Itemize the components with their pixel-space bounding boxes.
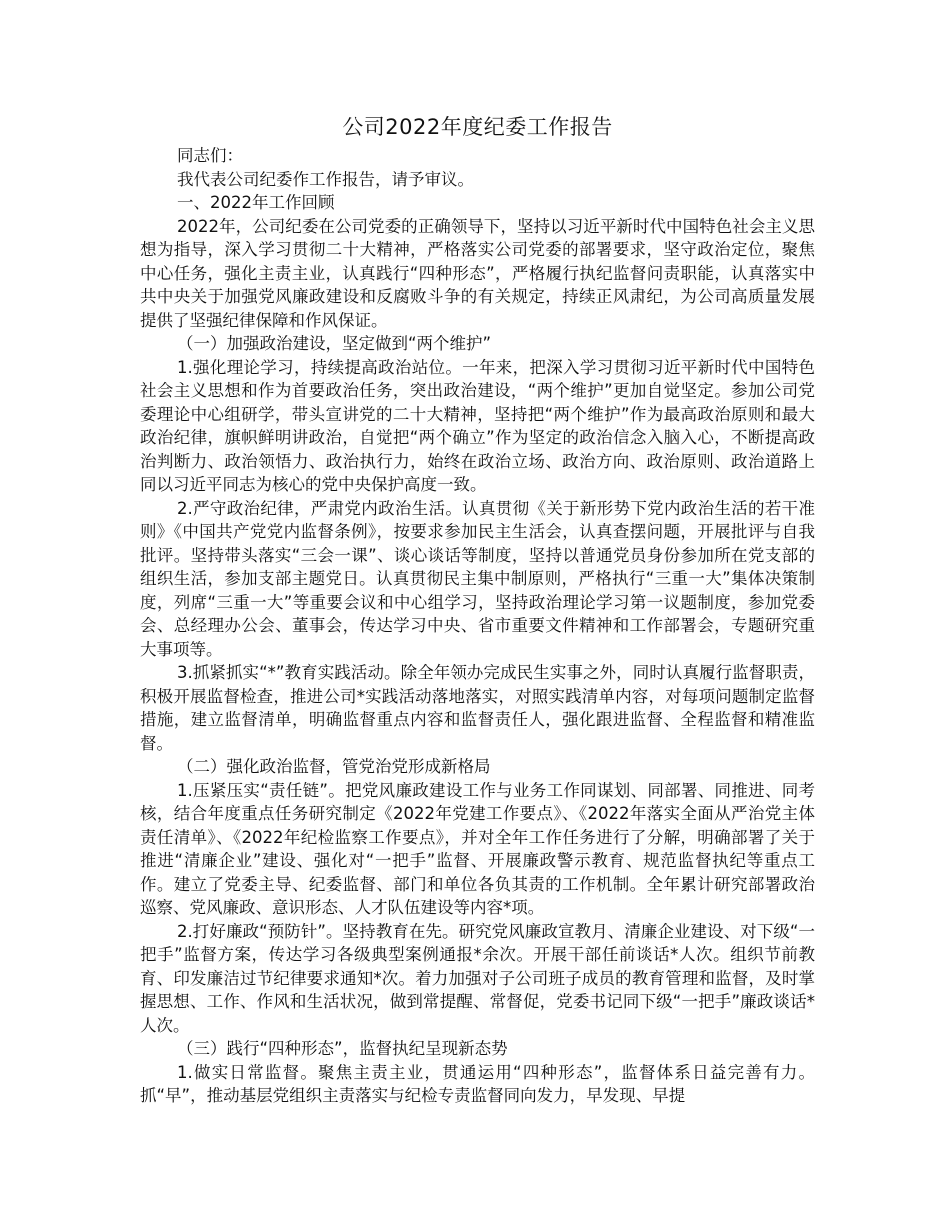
paragraph-political-discipline: 2.严守政治纪律，严肃党内政治生活。认真贯彻《关于新形势下党内政治生活的若干准则》《中国共产党党内监督条例》，按要求参加民主生活会，认真查摆问题，开展批评与自我批评。坚持带头落实“三会一课”、谈心谈话等制度，坚持以普通党员身份参加所在党支部的组织生活，参加支部主题党日。认真贯彻民主集中制原则，严格执行“三重一大”集体决策制度，列席“三重一大”等重要会议和中心组学习，坚持政治理论学习第一议题制度，参加党委会、总经理办公会、董事会，传达学习中央、省市重要文件精神和工作部署会，专题研究重大事项等。 bbox=[140, 498, 815, 659]
section-review-paragraph: 2022年，公司纪委在公司党委的正确领导下，坚持以习近平新时代中国特色社会主义思想为指导，深入学习贯彻二十大精神，严格落实公司党委的部署要求，坚守政治定位，聚焦中心任务，强化主责主业，认真践行“四种形态”，严格履行执纪监督问责职能，认真落实中共中央关于加强党风廉政建设和反腐败斗争的有关规定，持续正风肃纪，为公司高质量发展提供了坚强纪律保障和作风保证。 bbox=[140, 216, 815, 330]
document-page bbox=[140, 112, 815, 1108]
paragraph-prevention: 2.打好廉政“预防针”。坚持教育在先。研究党风廉政宣教月、清廉企业建设、对下级“一把手”监督方案，传达学习各级典型案例通报*余次。开展干部任前谈话*人次。组织节前教育、印发廉洁过节纪律要求通知*次。着力加强对子公司班子成员的教育管理和监督，及时掌握思想、工作、作风和生活状况，做到常提醒、常督促，党委书记同下级“一把手”廉政谈话*人次。 bbox=[140, 921, 815, 1035]
paragraph-responsibility-chain: 1.压紧压实“责任链”。把党风廉政建设工作与业务工作同谋划、同部署、同推进、同考核，结合年度重点任务研究制定《2022年党建工作要点》、《2022年落实全面从严治党主体责任清单》、《2022年纪检监察工作要点》，并对全年工作任务进行了分解，明确部署了关于推进“清廉企业”建设、强化对“一把手”监督、开展廉政警示教育、规范监督执纪等重点工作。建立了党委主导、纪委监督、部门和单位各负其责的工作机制。全年累计研究部署政治巡察、党风廉政、意识形态、人才队伍建设等内容*项。 bbox=[140, 780, 815, 917]
paragraph-daily-supervision: 1.做实日常监督。聚焦主责主业，贯通运用“四种形态”，监督体系日益完善有力。抓“早”，推动基层党组织主责落实与纪检专责监督同向发力，早发现、早提 bbox=[140, 1062, 815, 1105]
paragraph-education-practice: 3.抓紧抓实“*”教育实践活动。除全年领办完成民生实事之外，同时认真履行监督职责，积极开展监督检查，推进公司*实践活动落地落实，对照实践清单内容，对每项问题制定监督措施，建立监督清单，明确监督重点内容和监督责任人，强化跟进监督、全程监督和精准监督。 bbox=[140, 663, 815, 753]
subsection-heading-political-building: （一）加强政治建设，坚定做到“两个维护” bbox=[177, 334, 492, 353]
paragraph-theory-study: 1.强化理论学习，持续提高政治站位。一年来，把深入学习贯彻习近平新时代中国特色社会主义思想和作为首要政治任务，突出政治建设，“两个维护”更加自觉坚定。参加公司党委理论中心组研学，带头宣讲党的二十大精神，坚持把“两个维护”作为最高政治原则和最大政治纪律，旗帜鲜明讲政治，自觉把“两个确立”作为坚定的政治信念入脑入心，不断提高政治判断力、政治领悟力、政治执行力，始终在政治立场、政治方向、政治原则、政治道路上同以习近平同志为核心的党中央保护高度一致。 bbox=[140, 357, 815, 494]
section-heading-review: 一、2022年工作回顾 bbox=[177, 193, 335, 212]
document-title: 公司2022年度纪委工作报告 bbox=[342, 115, 613, 139]
salutation: 同志们： bbox=[177, 146, 243, 165]
subsection-heading-political-supervision: （二）强化政治监督，管党治党形成新格局 bbox=[177, 757, 491, 776]
subsection-heading-four-forms: （三）践行“四种形态”，监督执纪呈现新态势 bbox=[177, 1039, 508, 1058]
intro-paragraph: 我代表公司纪委作工作报告，请予审议。 bbox=[177, 169, 474, 189]
